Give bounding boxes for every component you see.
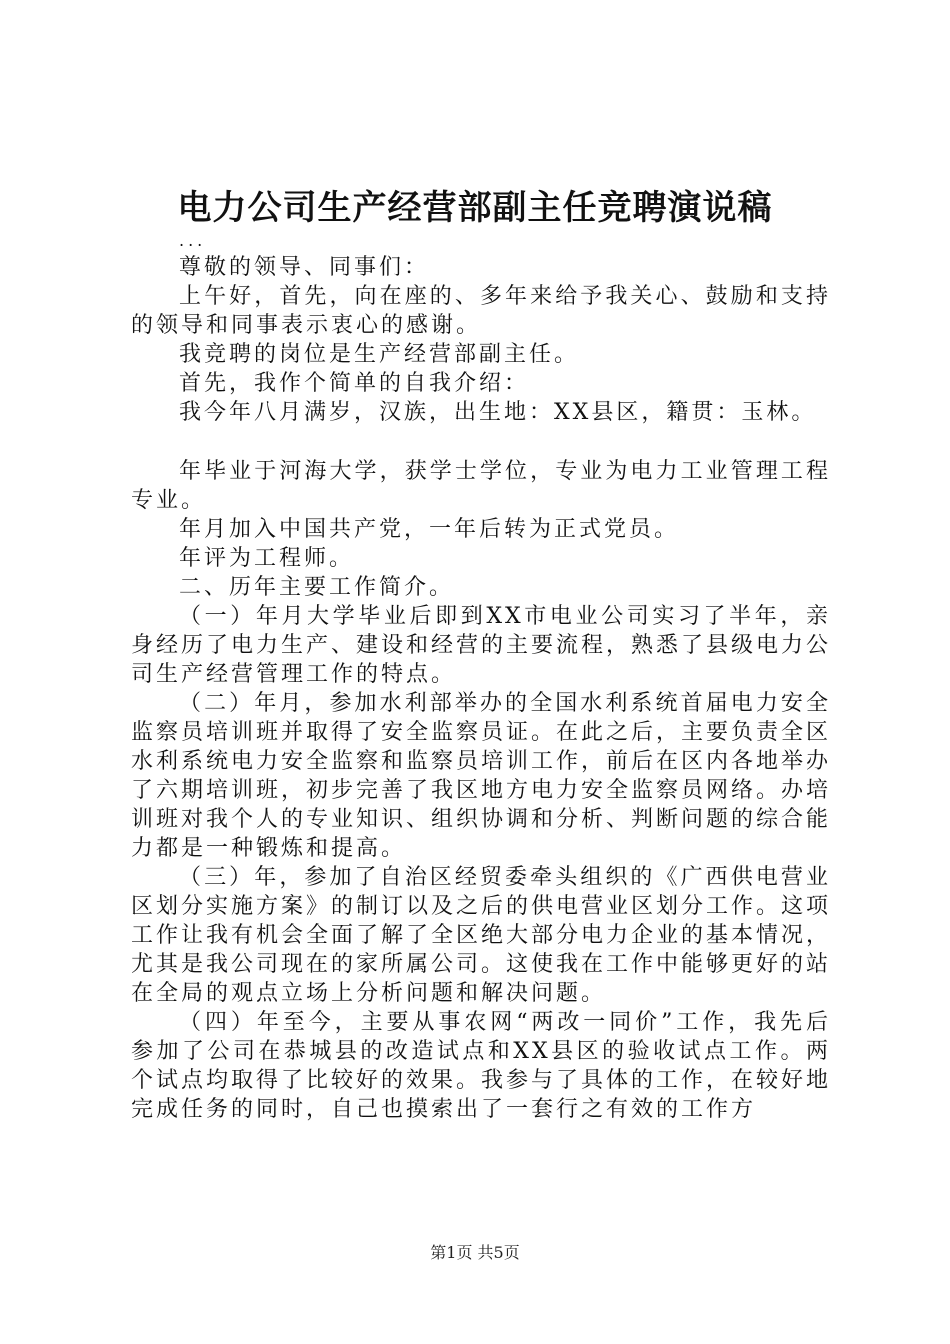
paragraph-salutation: 尊敬的领导、同事们： [179, 255, 430, 280]
paragraph-position: 我竞聘的岗位是生产经营部副主任。 [179, 342, 580, 367]
paragraph-work-3: （三）年，参加了自治区经贸委牵头组织的《广西供电营业区划分实施方案》的制订以及之后的供电营业区划分工作。这项工作让我有机会全面了解了全区绝大部分电力企业的基本情况，尤其是我公司现在的家所属公司。这使我在工作中能够更好的站在全局的观点立场上分析问题和解决问题。 [131, 865, 832, 1006]
document-body [131, 231, 832, 1124]
document-title: 电力公司生产经营部副主任竞聘演说稿 [177, 188, 773, 228]
paragraph-section-heading: 二、历年主要工作简介。 [179, 575, 455, 600]
ellipsis-marker: ... [179, 231, 207, 250]
page-number-footer: 第1页 共5页 [430, 1243, 520, 1262]
paragraph-work-4: （四）年至今，主要从事农网“两改一同价”工作，我先后参加了公司在恭城县的改造试点和XX县区的验收试点工作。两个试点均取得了比较好的效果。我参与了具体的工作，在较好地完成任务的同时，自己也摸索出了一套行之有效的工作方 [131, 1010, 832, 1122]
paragraph-intro: 首先，我作个简单的自我介绍： [179, 371, 530, 396]
paragraph-greeting: 上午好，首先，向在座的、多年来给予我关心、鼓励和支持的领导和同事表示衷心的感谢。 [131, 284, 831, 338]
paragraph-work-1: （一）年月大学毕业后即到XX市电业公司实习了半年，亲身经历了电力生产、建设和经营的主要流程，熟悉了县级电力公司生产经营管理工作的特点。 [131, 604, 832, 687]
paragraph-personal-info: 我今年八月满岁，汉族，出生地：XX县区，籍贯：玉林。 [179, 400, 817, 425]
paragraph-party: 年月加入中国共产党，一年后转为正式党员。 [179, 517, 680, 542]
paragraph-work-2: （二）年月，参加水利部举办的全国水利系统首届电力安全监察员培训班并取得了安全监察员证。在此之后，主要负责全区水利系统电力安全监察和监察员培训工作，前后在区内各地举办了六期培训班，初步完善了我区地方电力安全监察员网络。办培训班对我个人的专业知识、组织协调和分析、判断问题的综合能力都是一种锻炼和提高。 [131, 691, 832, 861]
paragraph-education: 年毕业于河海大学，获学士学位，专业为电力工业管理工程专业。 [131, 459, 831, 513]
paragraph-title-engineer: 年评为工程师。 [179, 546, 355, 571]
